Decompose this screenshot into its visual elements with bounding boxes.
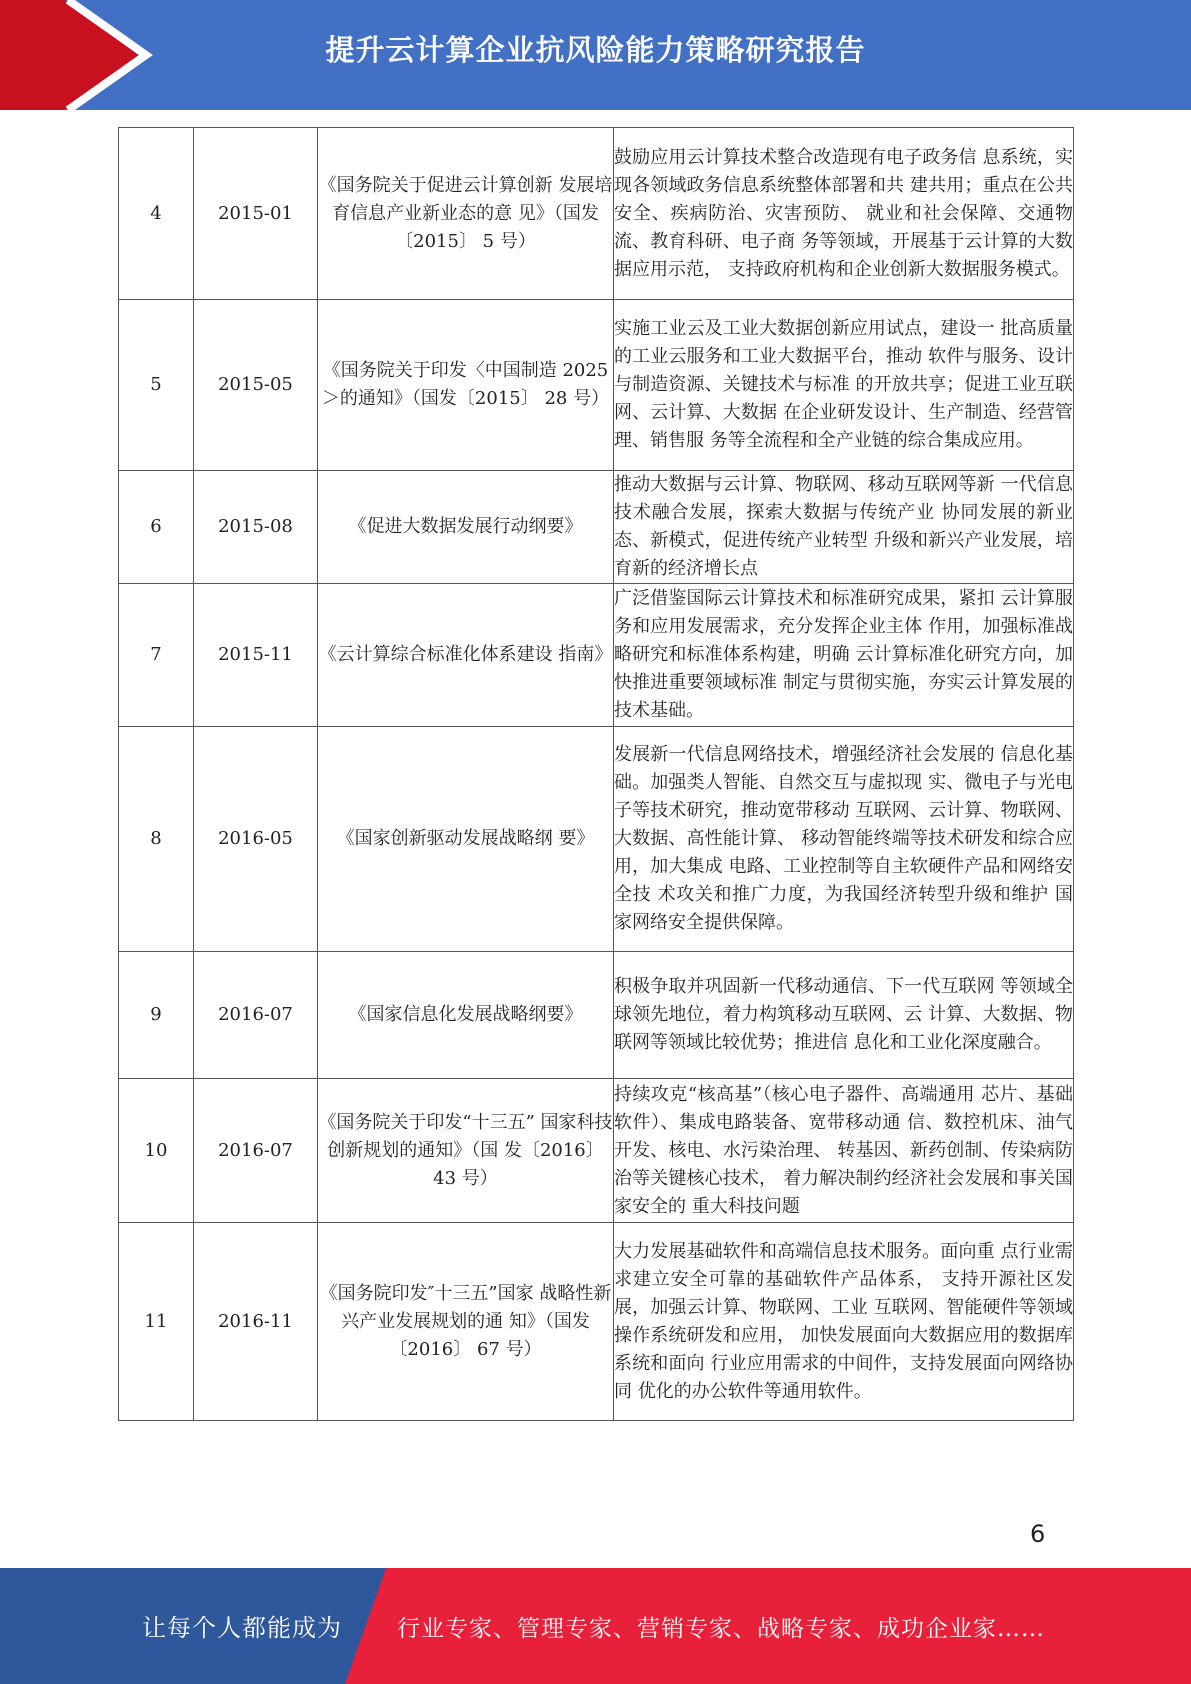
table-row [119,471,1074,584]
table-row [119,584,1074,727]
table-row [119,300,1074,471]
policy-title: 《国务院关于印发“十三五” 国家科技创新规划的通知》（国 发〔2016〕 43 号） [318,1079,614,1223]
policy-content: 发展新一代信息网络技术，增强经济社会发展的 信息化基础。加强类人智能、自然交互与虚拟现 实、微电子与光电子等技术研究，推动宽带移动 互联网、云计算、物联网、大数据、高性能计算、 移动智能终端等技术研发和综合应用，加大集成 电路、工业控制等自主软硬件产品和网络安全技 术攻关和推广力度，为我国经济转型升级和维护 国家网络安全提供保障。 [614,727,1074,952]
row-date: 2016-07 [194,1079,318,1223]
row-number: 10 [119,1079,194,1223]
row-date: 2016-05 [194,727,318,952]
row-number: 6 [119,471,194,584]
page-footer [0,1568,1191,1684]
policy-title: 《促进大数据发展行动纲要》 [318,471,614,584]
row-date: 2016-11 [194,1223,318,1421]
row-date: 2015-08 [194,471,318,584]
policy-title: 《国务院印发″十三五”国家 战略性新兴产业发展规划的通 知》（国发〔2016〕 67 号） [318,1223,614,1421]
policy-table [118,127,1074,1421]
row-number: 7 [119,584,194,727]
table-row [119,128,1074,300]
row-number: 8 [119,727,194,952]
policy-content: 广泛借鉴国际云计算技术和标准研究成果，紧扣 云计算服务和应用发展需求，充分发挥企业主体 作用，加强标准战略研究和标准体系构建，明确 云计算标准化研究方向，加快推进重要领域标准 制定与贯彻实施，夯实云计算发展的技术基础。 [614,584,1074,727]
policy-title: 《云计算综合标准化体系建设 指南》 [318,584,614,727]
policy-content: 大力发展基础软件和高端信息技术服务。面向重 点行业需求建立安全可靠的基础软件产品体系， 支持开源社区发展，加强云计算、物联网、工业 互联网、智能硬件等领域操作系统研发和应用， 加快发展面向大数据应用的数据库系统和面向 行业应用需求的中间件，支持发展面向网络协同 优化的办公软件等通用软件。 [614,1223,1074,1421]
row-date: 2016-07 [194,952,318,1079]
policy-content: 持续攻克“核高基”（核心电子器件、高端通用 芯片、基础软件）、集成电路装备、宽带移动通 信、数控机床、油气开发、核电、水污染治理、 转基因、新药创制、传染病防治等关键核心技术， 着力解决制约经济社会发展和事关国家安全的 重大科技问题 [614,1079,1074,1223]
row-number: 9 [119,952,194,1079]
page-header [0,0,1191,110]
page-title: 提升云计算企业抗风险能力策略研究报告 [325,33,866,67]
row-date: 2015-01 [194,128,318,300]
policy-title: 《国家信息化发展战略纲要》 [318,952,614,1079]
row-date: 2015-05 [194,300,318,471]
policy-content: 实施工业云及工业大数据创新应用试点，建设一 批高质量的工业云服务和工业大数据平台，推动 软件与服务、设计与制造资源、关键技术与标准 的开放共享；促进工业互联网、云计算、大数据 在企业研发设计、生产制造、经营管理、销售服 务等全流程和全产业链的综合集成应用。 [614,300,1074,471]
table-row [119,1223,1074,1421]
row-date: 2015-11 [194,584,318,727]
row-number: 4 [119,128,194,300]
policy-title: 《国家创新驱动发展战略纲 要》 [318,727,614,952]
policy-content: 鼓励应用云计算技术整合改造现有电子政务信 息系统，实现各领域政务信息系统整体部署和共 建共用；重点在公共安全、疾病防治、灾害预防、 就业和社会保障、交通物流、教育科研、电子商 务等领域，开展基于云计算的大数据应用示范， 支持政府机构和企业创新大数据服务模式。 [614,128,1074,300]
policy-title: 《国务院关于印发〈中国制造 2025＞的通知》（国发〔2015〕 28 号） [318,300,614,471]
table-row [119,727,1074,952]
footer-slogan-left: 让每个人都能成为 [142,1614,342,1642]
policy-content: 推动大数据与云计算、物联网、移动互联网等新 一代信息技术融合发展，探索大数据与传统产业 协同发展的新业态、新模式，促进传统产业转型 升级和新兴产业发展，培育新的经济增长点 [614,471,1074,584]
table-row [119,952,1074,1079]
footer-slogan-right: 行业专家、管理专家、营销专家、战略专家、成功企业家…… [397,1616,1045,1642]
row-number: 5 [119,300,194,471]
policy-content: 积极争取并巩固新一代移动通信、下一代互联网 等领域全球领先地位，着力构筑移动互联网、云 计算、大数据、物联网等领域比较优势；推进信 息化和工业化深度融合。 [614,952,1074,1079]
page-number: 6 [1030,1520,1046,1548]
policy-title: 《国务院关于促进云计算创新 发展培育信息产业新业态的意 见》（国发〔2015〕 5 号） [318,128,614,300]
row-number: 11 [119,1223,194,1421]
table-row [119,1079,1074,1223]
